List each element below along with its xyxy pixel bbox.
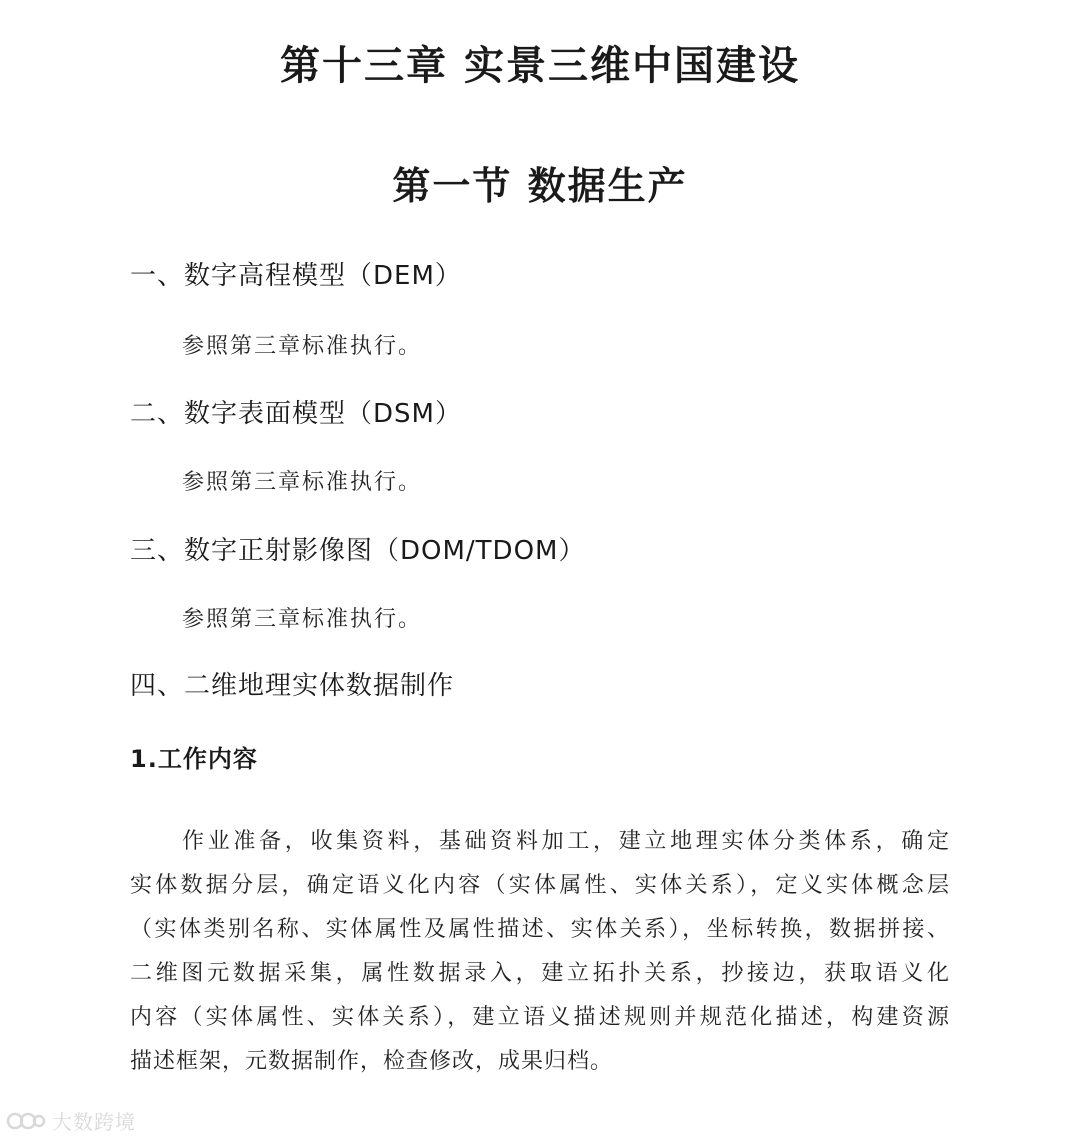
body-text-dom: 参照第三章标准执行。: [182, 607, 423, 632]
paragraph-line: 内容（实体属性、实体关系），建立语义描述规则并规范化描述，构建资源: [130, 1005, 950, 1030]
watermark-logo-icon: [6, 1107, 46, 1135]
paragraph-line: （实体类别名称、实体属性及属性描述、实体关系），坐标转换，数据拼接、: [130, 917, 950, 942]
work-content-paragraph: [130, 820, 950, 1084]
watermark-text: 大数跨境: [52, 1110, 136, 1134]
paragraph-line: 描述框架，元数据制作，检查修改，成果归档。: [130, 1049, 614, 1074]
paragraph-line: 实体数据分层，确定语义化内容（实体属性、实体关系），定义实体概念层: [130, 873, 950, 898]
heading-dsm: 二、数字表面模型（DSM）: [130, 399, 462, 429]
body-text-dem: 参照第三章标准执行。: [182, 334, 423, 359]
heading-dom: 三、数字正射影像图（DOM/TDOM）: [130, 536, 586, 566]
paragraph-line: 作业准备，收集资料，基础资料加工，建立地理实体分类体系，确定: [182, 829, 950, 854]
heading-2d-entity: 四、二维地理实体数据制作: [130, 671, 455, 701]
heading-dem: 一、数字高程模型（DEM）: [130, 261, 462, 291]
paragraph-line: 二维图元数据采集，属性数据录入，建立拓扑关系，抄接边，获取语义化: [130, 961, 950, 986]
body-text-dsm: 参照第三章标准执行。: [182, 470, 423, 495]
watermark: [6, 1106, 136, 1135]
subheading-work-content: 1.工作内容: [130, 745, 258, 773]
chapter-title: 第十三章 实景三维中国建设: [280, 43, 800, 89]
section-title: 第一节 数据生产: [392, 164, 688, 208]
